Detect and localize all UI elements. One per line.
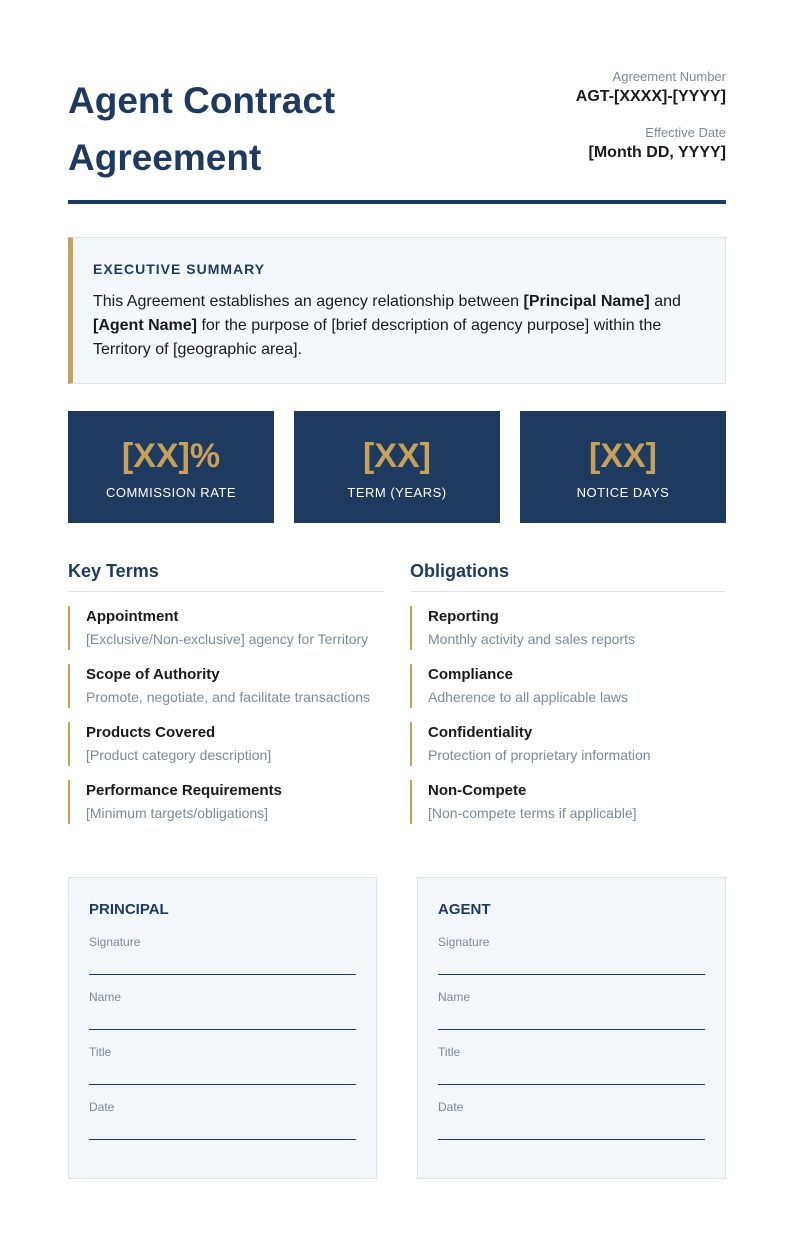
stat-label: COMMISSION RATE [105,485,237,500]
item-title: Reporting [428,608,499,625]
list-item [410,722,726,766]
field-label: Signature [89,935,141,949]
item-description: [Product category description] [86,747,272,763]
effective-date: [Month DD, YYYY] [588,144,726,161]
name-line[interactable] [438,989,705,1030]
item-description: Adherence to all applicable laws [428,689,629,705]
list-item [410,606,726,650]
stat-label: TERM (YEARS) [347,485,447,500]
stat-card-commission [68,411,274,523]
agreement-number-label: Agreement Number [612,69,726,84]
item-description: [Minimum targets/obligations] [86,805,269,821]
signature-line[interactable] [89,934,356,975]
date-line[interactable] [89,1099,356,1140]
principal-signature-block [68,877,377,1179]
field-label: Title [438,1045,461,1059]
agent-signature-heading: AGENT [438,901,491,918]
obligations-heading: Obligations [410,558,726,592]
item-title: Non-Compete [428,782,527,799]
effective-date-label: Effective Date [645,125,726,140]
item-title: Products Covered [86,724,216,741]
item-title: Scope of Authority [86,666,220,683]
document-title: Agent Contract Agreement [68,80,336,178]
agreement-meta [576,68,726,164]
item-title: Compliance [428,666,514,683]
title-line[interactable] [89,1044,356,1085]
stat-cards [68,411,726,523]
effective-date-block [576,124,726,164]
agent-name: [Agent Name] [93,317,198,334]
list-item [68,606,384,650]
field-label: Name [438,990,471,1004]
agent-signature-block [417,877,726,1179]
item-title: Appointment [86,608,179,625]
signature-fields [89,934,356,1140]
executive-summary [68,237,726,384]
list-item [410,780,726,824]
stat-label: NOTICE DAYS [576,485,670,500]
summary-text-part: This Agreement establishes an agency relationship between [93,293,524,310]
key-terms-section [68,558,384,824]
stat-card-notice [520,411,726,523]
title-line[interactable] [438,1044,705,1085]
list-item [68,780,384,824]
item-description: [Non-compete terms if applicable] [428,805,637,821]
item-description: [Exclusive/Non-exclusive] agency for Territory [86,631,369,647]
signature-line[interactable] [438,934,705,975]
stat-value: [XX]% [121,437,221,475]
list-item [68,664,384,708]
summary-text [93,290,705,362]
item-description: Monthly activity and sales reports [428,631,635,647]
field-label: Name [89,990,122,1004]
list-item [68,722,384,766]
header-divider [68,200,726,204]
summary-text-part: for the purpose of [brief description of agency purpose] within the Territory of [geographic area]. [93,317,662,358]
stat-card-term [294,411,500,523]
name-line[interactable] [89,989,356,1030]
field-label: Signature [438,935,490,949]
key-terms-heading: Key Terms [68,558,384,592]
document-header [68,68,726,204]
field-label: Date [89,1100,115,1114]
principal-name: [Principal Name] [523,293,650,310]
signature-fields [438,934,705,1140]
stat-value: [XX] [363,437,431,475]
summary-text-part: and [649,293,681,310]
summary-heading: EXECUTIVE SUMMARY [93,261,266,277]
list-item [410,664,726,708]
field-label: Title [89,1045,112,1059]
agreement-number: AGT-[XXXX]-[YYYY] [575,88,726,105]
obligations-section [410,558,726,824]
item-description: Protection of proprietary information [428,747,651,763]
date-line[interactable] [438,1099,705,1140]
item-title: Confidentiality [428,724,533,741]
item-description: Promote, negotiate, and facilitate transactions [86,689,371,705]
item-title: Performance Requirements [86,782,282,799]
stat-value: [XX] [589,437,657,475]
principal-signature-heading: PRINCIPAL [89,901,169,918]
field-label: Date [438,1100,464,1114]
